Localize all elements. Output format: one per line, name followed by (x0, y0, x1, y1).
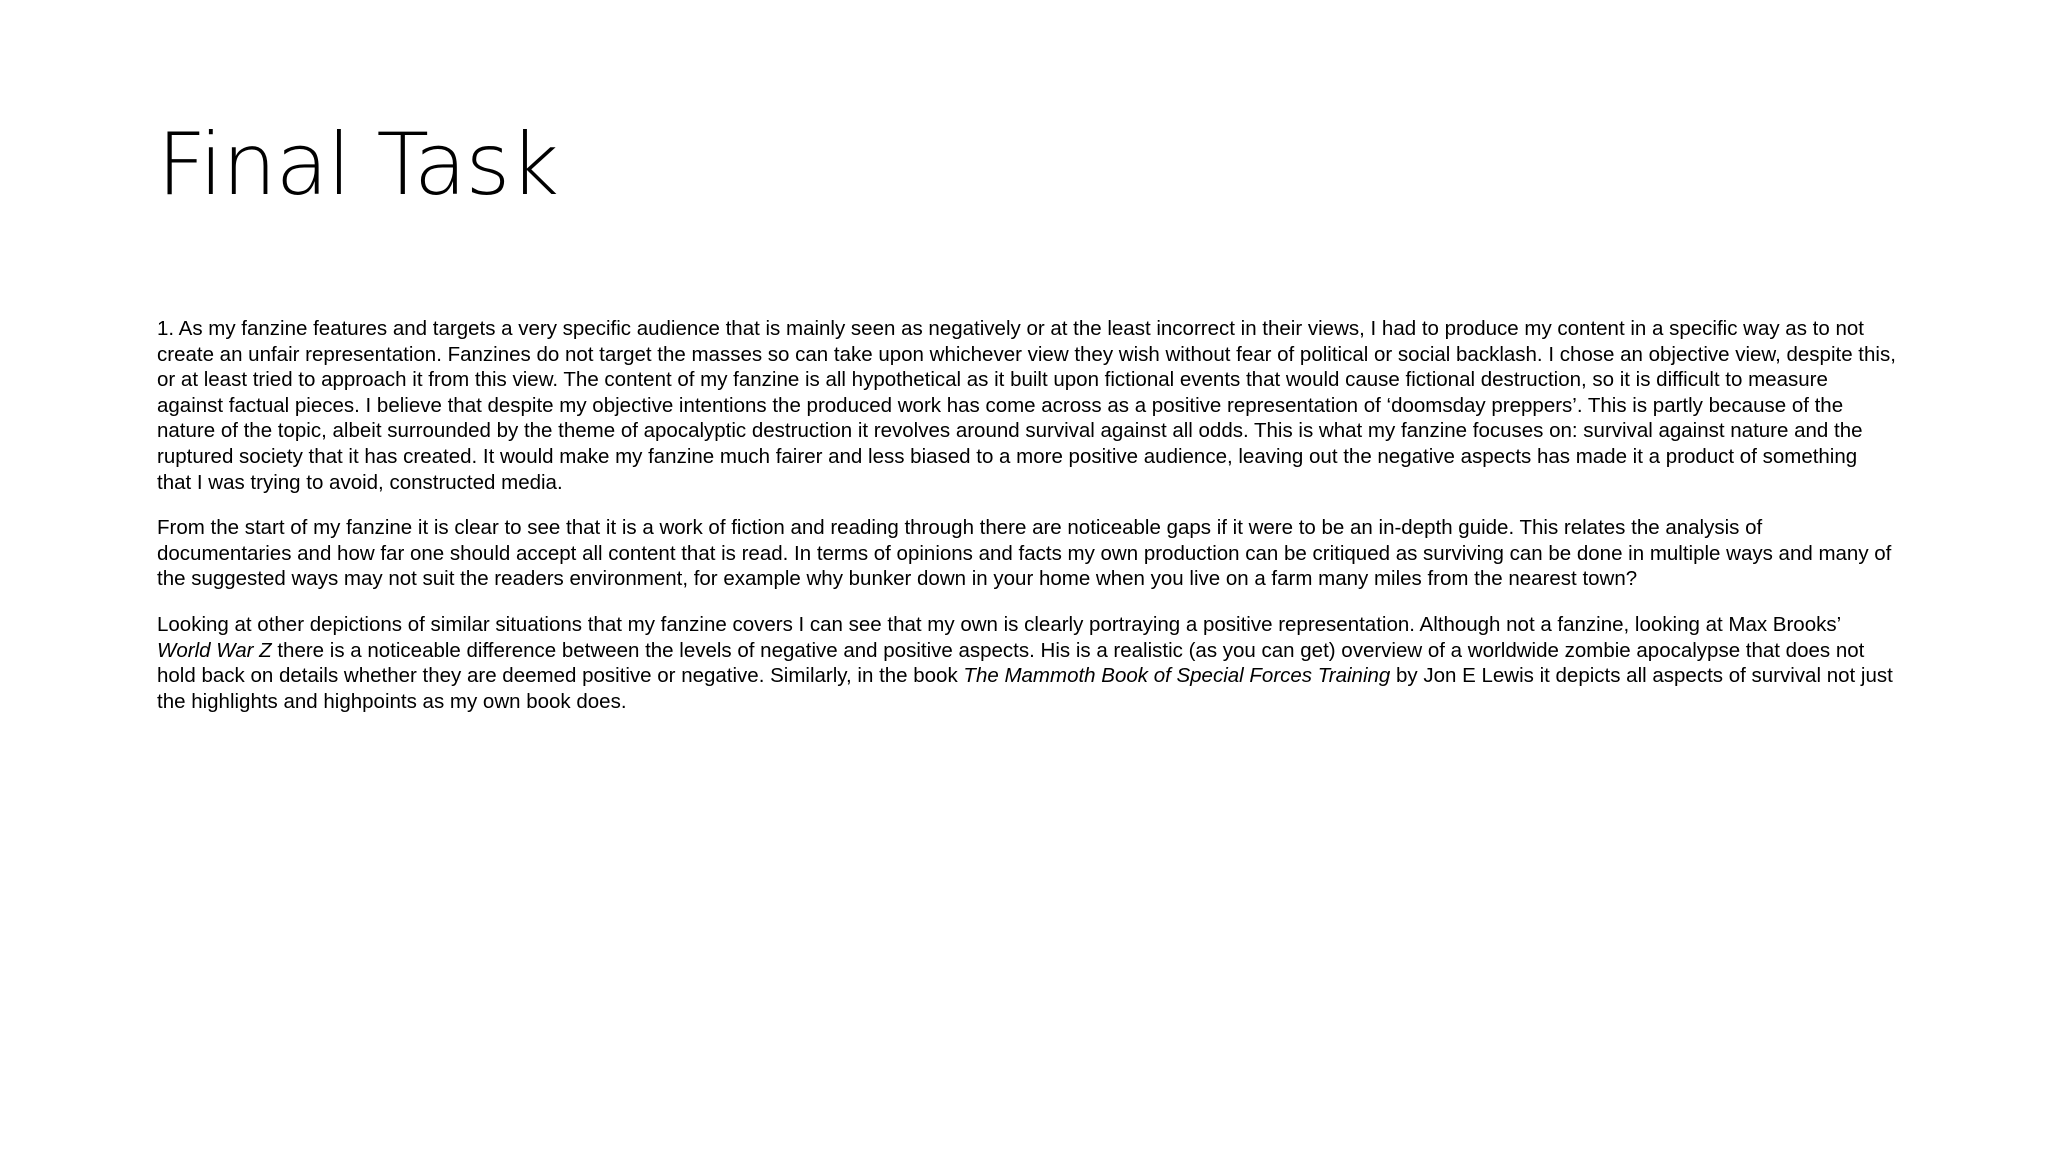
slide-title: Final Task (157, 115, 559, 215)
paragraph-1 (157, 316, 1897, 495)
paragraph-3-text-b: there is a noticeable difference between the levels of negative and positive aspects. His is a realistic (as you can get) overview of a worldwide zombie apocalypse that does not hold back on details whether they are deemed positive or negative. Similarly, in the book (157, 638, 1865, 688)
paragraph-3-text-a: Looking at other depictions of similar situations that my fanzine covers I can see that my own is clearly portraying a positive representation. Although not a fanzine, looking at Max Brooks’ (157, 612, 1841, 636)
paragraph-2 (157, 515, 1897, 592)
book-title-world-war-z: World War Z (157, 638, 272, 662)
paragraph-1-text: 1. As my fanzine features and targets a very specific audience that is mainly seen as negatively or at the least incorrect in their views, I had to produce my content in a specific way as to not create an unfair representation. Fanzines do not target the masses so can take upon whichever view they wish without fear of political or social backlash. I chose an objective view, despite this, or at least tried to approach it from this view. The content of my fanzine is all hypothetical as it built upon fictional events that would cause fictional destruction, so it is difficult to measure against factual pieces. I believe that despite my objective intentions the produced work has come across as a positive representation of ‘doomsday preppers’. This is partly because of the nature of the topic, albeit surrounded by the theme of apocalyptic destruction it revolves around survival against all odds. This is what my fanzine focuses on: survival against nature and the ruptured society that it has created. It would make my fanzine much fairer and less biased to a more positive audience, leaving out the negative aspects has made it a product of something that I was trying to avoid, constructed media. (157, 317, 1896, 494)
paragraph-2-text: From the start of my fanzine it is clear to see that it is a work of fiction and reading through there are noticeable gaps if it were to be an in-depth guide. This relates the analysis of documentaries and how far one should accept all content that is read. In terms of opinions and facts my own production can be critiqued as surviving can be done in multiple ways and many of the suggested ways may not suit the readers environment, for example why bunker down in your home when you live on a farm many miles from the nearest town? (157, 516, 1892, 591)
paragraph-3-text-c: by Jon E Lewis it depicts all aspects of survival not just the highlights and highpoints as my own book does. (157, 664, 1893, 713)
book-title-mammoth-book: The Mammoth Book of Special Forces Training (963, 664, 1391, 688)
slide-body (157, 316, 1897, 734)
paragraph-3 (157, 612, 1897, 714)
